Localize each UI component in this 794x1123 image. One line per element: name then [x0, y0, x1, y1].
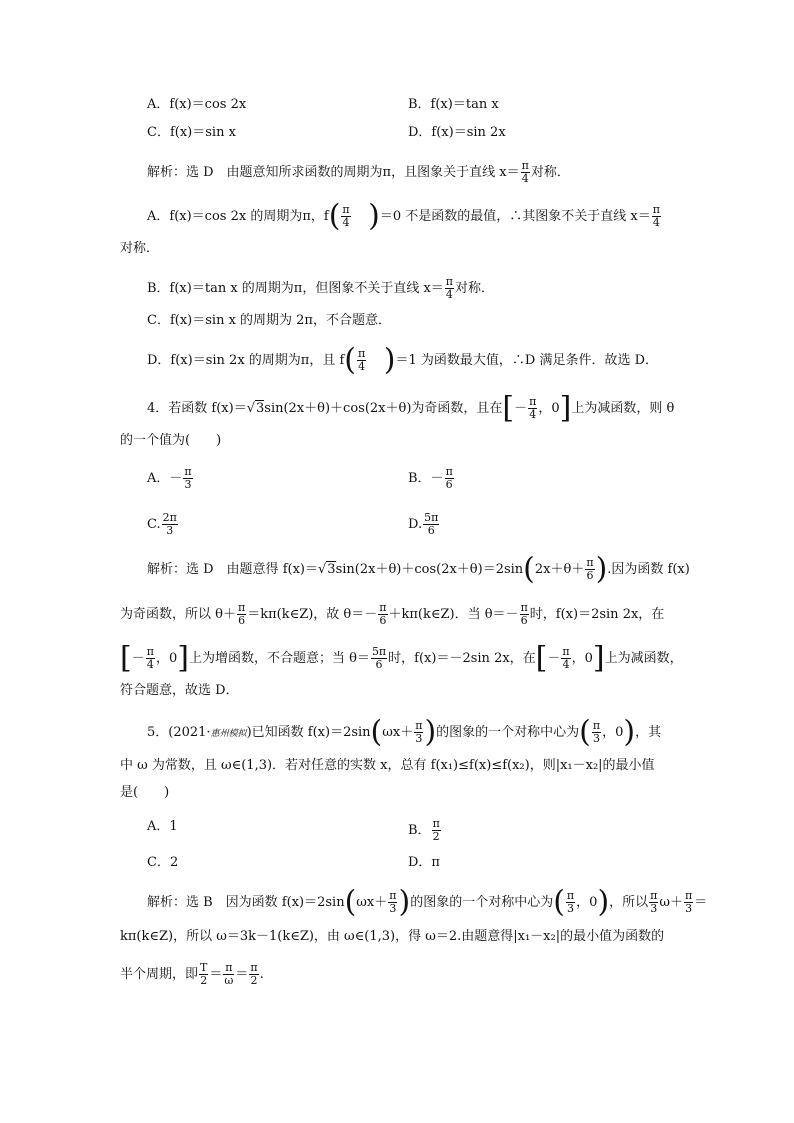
q3-option-d: D．f(x)＝sin 2x	[408, 125, 506, 140]
q5-stem-line-3: 是( )	[120, 785, 170, 800]
q5-stem-line-2: 中 ω 为常数，且 ω∈(1,3)．若对任意的实数 x，总有 f(x₁)≤f(x)≤f(x₂)，则|x₁－x₂|的最小值	[120, 758, 655, 773]
q4-solution-line-4: 符合题意，故选 D．	[120, 683, 239, 698]
q4-stem-line-1: 4．若函数 f(x)＝√3sin(2x＋θ)＋cos(2x＋θ)为奇函数，且在[－ $\frac{\pi}{4}$ ，0]上为减函数，则 θ	[147, 390, 675, 426]
q4-solution-line-1: 解析：选 D 由题意得 f(x)＝√3sin(2x＋θ)＋cos(2x＋θ)＝2sin(2x＋θ＋ $\frac{\pi}{6}$ ).因为函数 f(x)	[147, 551, 690, 587]
q3-solution-line-1: 解析：选 D 由题意知所求函数的周期为π，且图象关于直线 x＝ $\frac{\pi}{4}$ 对称．	[147, 159, 570, 185]
q4-option-c: C. $\frac{2\pi}{3}$	[147, 511, 177, 537]
q3-solution-line-4: B．f(x)＝tan x 的周期为π，但图象不关于直线 x＝ $\frac{\pi}{4}$ 对称．	[147, 275, 495, 301]
q4-solution-line-3: [－ $\frac{\pi}{4}$ ，0]上为增函数，不合题意；当 θ＝ $\frac{5\pi}{6}$ 时，f(x)＝－2sin 2x，在[－ $\frac{\pi}{4}$ ，0]上为减函数，	[120, 640, 683, 676]
q5-option-b: B． $\frac{\pi}{2}$	[408, 817, 440, 843]
q3-option-b: B．f(x)＝tan x	[408, 97, 499, 112]
q5-solution-line-2: kπ(k∈Z)，所以 ω＝3k－1(k∈Z)，由 ω∈(1,3)，得 ω＝2.由题意得|x₁－x₂|的最小值为函数的	[120, 929, 665, 944]
q4-stem-line-2: 的一个值为( )	[120, 433, 222, 448]
q5-solution-line-1: 解析：选 B 因为函数 f(x)＝2sin(ωx＋ $\frac{\pi}{3}$ )的图象的一个对称中心为( $\frac{\pi}{3}$ ，0)，所以 $\frac{\pi}{3}$ ω＋ $\frac{\pi}{3}$ ＝	[147, 884, 708, 920]
q3-option-a: A．f(x)＝cos 2x	[147, 97, 247, 112]
q4-option-a: A．－ $\frac{\pi}{3}$	[147, 465, 192, 491]
q4-option-d: D. $\frac{5\pi}{6}$	[408, 511, 439, 537]
q4-solution-line-2: 为奇函数，所以 θ＋ $\frac{\pi}{6}$ ＝kπ(k∈Z)，故 θ＝－ $\frac{\pi}{6}$ ＋kπ(k∈Z)．当 θ＝－ $\frac{\pi}{6}$ 时，f(x)＝2sin 2x，在	[120, 601, 665, 627]
q4-option-b: B．－ $\frac{\pi}{6}$	[408, 465, 453, 491]
q3-solution-line-6: D．f(x)＝sin 2x 的周期为π，且 f( $\frac{\pi}{4}$ )＝1 为函数最大值，∴D 满足条件．故选 D．	[147, 342, 658, 378]
q3-solution-line-3: 对称．	[120, 241, 160, 256]
fraction: $\frac{\pi}{4}$	[521, 159, 529, 185]
q5-option-c: C．2	[147, 855, 179, 870]
q5-stem-line-1: 5．(2021·惠州模拟)已知函数 f(x)＝2sin(ωx＋ $\frac{\pi}{3}$ )的图象的一个对称中心为( $\frac{\pi}{3}$ ，0)，其	[147, 714, 662, 750]
q5-option-a: A．1	[147, 819, 178, 834]
q5-option-d: D．π	[408, 855, 440, 870]
q3-option-c: C．f(x)＝sin x	[147, 125, 236, 140]
q5-solution-line-3: 半个周期，即 $\frac{T}{2}$ ＝ $\frac{\pi}{\omega}$ ＝ $\frac{\pi}{2}$ .	[120, 961, 264, 987]
q3-solution-line-2: A．f(x)＝cos 2x 的周期为π，f( $\frac{\pi}{4}$ )＝0 不是函数的最值，∴其图象不关于直线 x＝ $\frac{\pi}{4}$	[147, 198, 660, 234]
q3-solution-line-5: C．f(x)＝sin x 的周期为 2π，不合题意．	[147, 313, 391, 328]
